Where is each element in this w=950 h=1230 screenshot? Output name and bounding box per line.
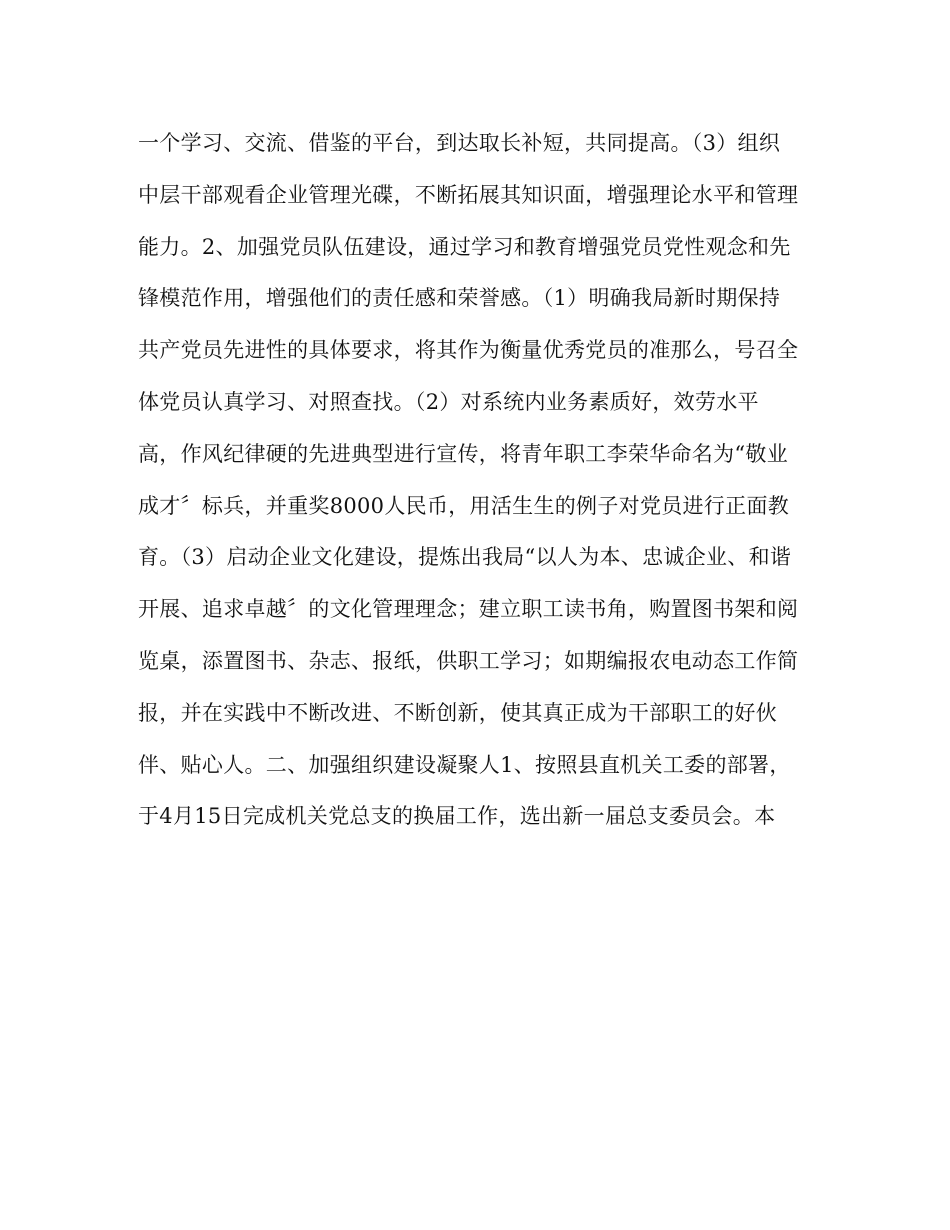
text-line: 高，作风纪律硬的先进典型进行宣传，将青年职工李荣华命名为“敬业 xyxy=(138,441,789,466)
text-line: 共产党员先进性的具体要求，将其作为衡量优秀党员的准那么，号召全 xyxy=(138,338,799,363)
text-line: 能力。2、加强党员队伍建设，通过学习和教育增强党员党性观念和先 xyxy=(138,234,791,259)
text-line: 伴、贴心人。二、加强组织建设凝聚人1、按照县直机关工委的部署， xyxy=(138,752,791,777)
text-line: 成才〞标兵，并重奖8000人民币，用活生生的例子对党员进行正面教 xyxy=(138,493,790,518)
text-line: 锋模范作用，增强他们的责任感和荣誉感。（1）明确我局新时期保持 xyxy=(138,286,781,311)
body-text xyxy=(138,118,828,843)
text-line: 一个学习、交流、借鉴的平台，到达取长补短，共同提高。（3）组织 xyxy=(138,131,781,155)
text-line: 于4月15日完成机关党总支的换届工作，选出新一届总支委员会。本 xyxy=(138,804,776,829)
text-line: 报，并在实践中不断改进、不断创新，使其真正成为干部职工的好伙 xyxy=(138,700,777,725)
text-line: 育。（3）启动企业文化建设，提炼出我局“以人为本、忠诚企业、和谐 xyxy=(138,545,792,570)
text-line: 开展、追求卓越〞的文化管理理念；建立职工读书角，购置图书架和阅 xyxy=(138,597,799,622)
text-line: 览桌，添置图书、杂志、报纸，供职工学习；如期编报农电动态工作简 xyxy=(138,648,799,673)
text-line: 体党员认真学习、对照查找。（2）对系统内业务素质好，效劳水平 xyxy=(138,389,759,414)
text-line: 中层干部观看企业管理光碟，不断拓展其知识面，增强理论水平和管理 xyxy=(138,182,799,207)
